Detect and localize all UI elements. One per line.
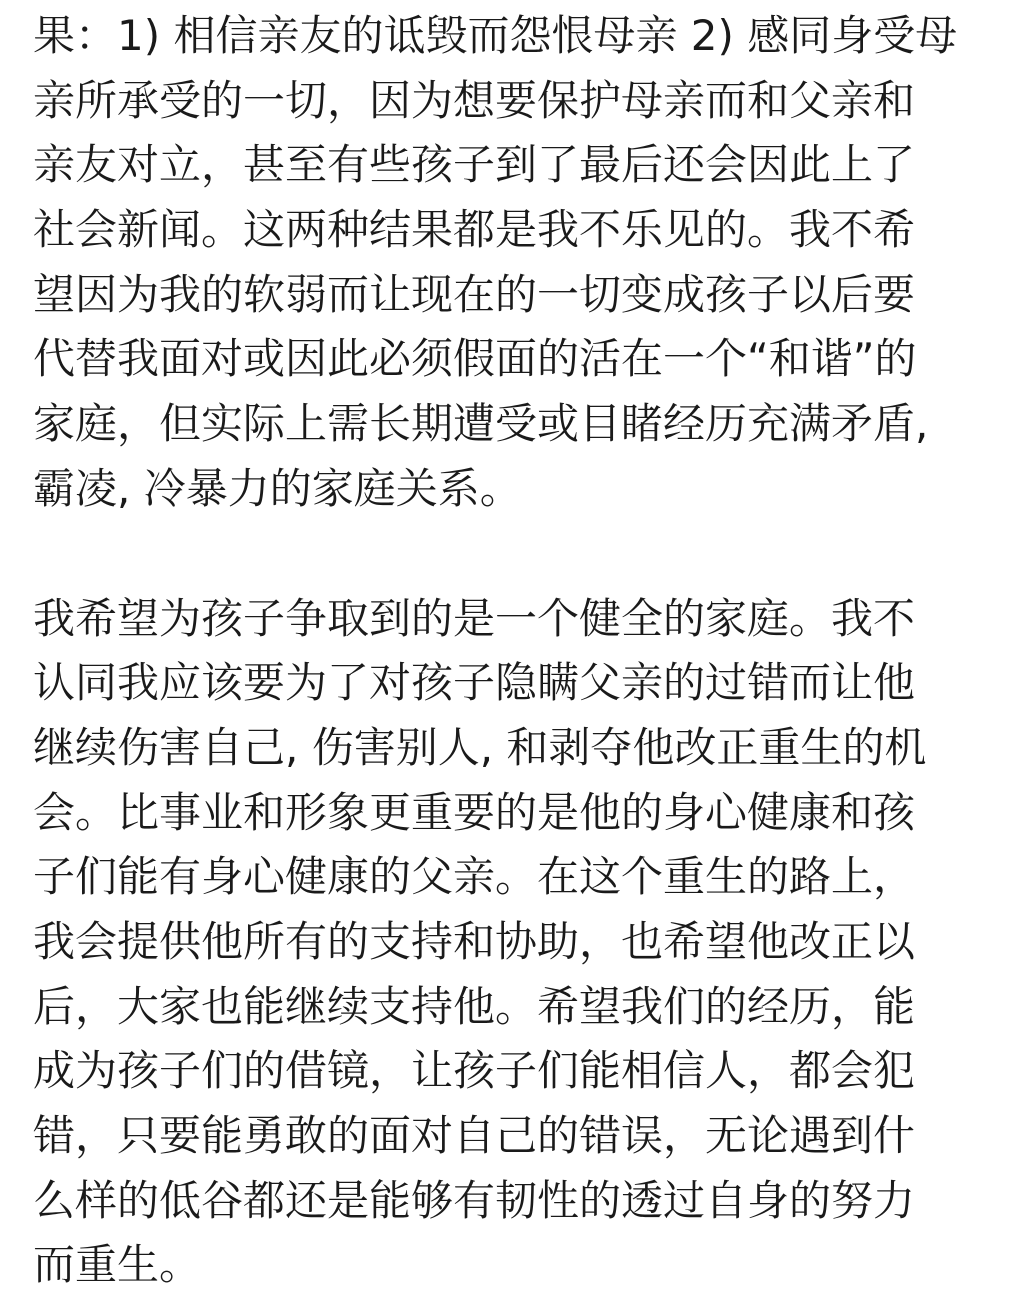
- text-line: 会。比事业和形象更重要的是他的身心健康和孩: [33, 781, 1008, 846]
- text-line: 亲友对立，甚至有些孩子到了最后还会因此上了: [33, 133, 1008, 198]
- text-line: 亲所承受的一切，因为想要保护母亲而和父亲和: [33, 69, 1008, 134]
- text-line: 继续伤害自己, 伤害别人, 和剥夺他改正重生的机: [33, 716, 1008, 781]
- paragraph-2: [33, 587, 1008, 1298]
- text-line: 家庭，但实际上需长期遭受或目睹经历充满矛盾,: [33, 392, 1008, 457]
- text-line: 认同我应该要为了对孩子隐瞒父亲的过错而让他: [33, 651, 1008, 716]
- text-line: 子们能有身心健康的父亲。在这个重生的路上，: [33, 845, 1008, 910]
- paragraph-1: [33, 4, 1008, 522]
- text-line: 错，只要能勇敢的面对自己的错误，无论遇到什: [33, 1104, 1008, 1169]
- text-line: 果：1) 相信亲友的诋毁而怨恨母亲 2) 感同身受母: [33, 4, 1008, 69]
- document-body: [33, 4, 1008, 1298]
- text-line: 成为孩子们的借镜，让孩子们能相信人，都会犯: [33, 1039, 1008, 1104]
- text-line: 么样的低谷都还是能够有韧性的透过自身的努力: [33, 1169, 1008, 1234]
- text-line: 社会新闻。这两种结果都是我不乐见的。我不希: [33, 198, 1008, 263]
- text-line: 后，大家也能继续支持他。希望我们的经历，能: [33, 975, 1008, 1040]
- text-line: 望因为我的软弱而让现在的一切变成孩子以后要: [33, 263, 1008, 328]
- text-line: 我希望为孩子争取到的是一个健全的家庭。我不: [33, 587, 1008, 652]
- paragraph-spacer: [33, 522, 1008, 587]
- text-line: 而重生。: [33, 1233, 1008, 1298]
- text-line: 我会提供他所有的支持和协助，也希望他改正以: [33, 910, 1008, 975]
- text-line: 代替我面对或因此必须假面的活在一个“和谐”的: [33, 327, 1008, 392]
- text-line: 霸凌, 冷暴力的家庭关系。: [33, 457, 1008, 522]
